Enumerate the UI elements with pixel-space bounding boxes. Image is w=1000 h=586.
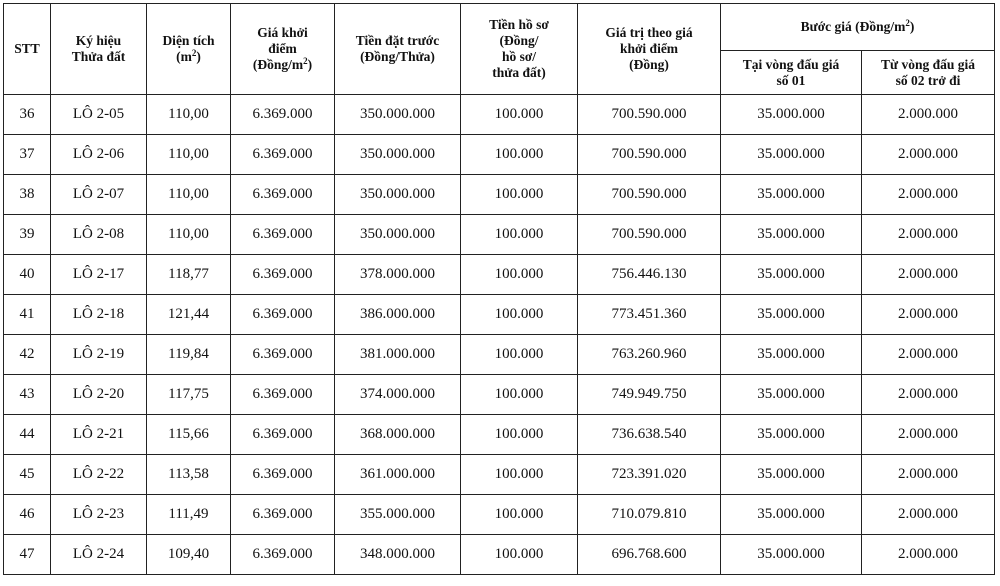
header-tien-ho-so-line1: Tiền hồ sơ (489, 17, 549, 32)
cell-stt: 37 (4, 135, 51, 175)
cell-step1: 35.000.000 (721, 255, 862, 295)
cell-area: 110,00 (147, 95, 231, 135)
header-vong-02-line2: số 02 trở đi (895, 72, 961, 88)
table-row (4, 335, 995, 375)
cell-value: 723.391.020 (578, 455, 721, 495)
cell-area: 111,49 (147, 495, 231, 535)
cell-value: 736.638.540 (578, 415, 721, 455)
header-buoc-gia (721, 4, 995, 51)
cell-step2: 2.000.000 (862, 415, 995, 455)
cell-step1: 35.000.000 (721, 215, 862, 255)
cell-step1: 35.000.000 (721, 175, 862, 215)
cell-area: 109,40 (147, 535, 231, 575)
cell-step2: 2.000.000 (862, 95, 995, 135)
cell-fee: 100.000 (461, 535, 578, 575)
cell-deposit: 348.000.000 (335, 535, 461, 575)
header-gia-tri (578, 4, 721, 95)
header-tien-dat-truoc (335, 4, 461, 95)
cell-lot: LÔ 2-17 (51, 255, 147, 295)
cell-lot: LÔ 2-06 (51, 135, 147, 175)
cell-fee: 100.000 (461, 95, 578, 135)
header-dien-tich (147, 4, 231, 95)
cell-deposit: 350.000.000 (335, 175, 461, 215)
cell-deposit: 355.000.000 (335, 495, 461, 535)
header-tien-ho-so-line3: hồ sơ/ (501, 49, 537, 64)
cell-price: 6.369.000 (231, 455, 335, 495)
cell-price: 6.369.000 (231, 255, 335, 295)
cell-price: 6.369.000 (231, 375, 335, 415)
cell-value: 763.260.960 (578, 335, 721, 375)
cell-step2: 2.000.000 (862, 375, 995, 415)
cell-stt: 40 (4, 255, 51, 295)
header-stt (4, 4, 51, 95)
header-tien-dat-truoc-line2: (Đồng/Thửa) (360, 49, 435, 64)
header-gia-tri-line1: Giá trị theo giá (605, 25, 693, 40)
cell-fee: 100.000 (461, 135, 578, 175)
cell-lot: LÔ 2-05 (51, 95, 147, 135)
cell-deposit: 350.000.000 (335, 215, 461, 255)
cell-deposit: 350.000.000 (335, 95, 461, 135)
cell-deposit: 368.000.000 (335, 415, 461, 455)
cell-fee: 100.000 (461, 455, 578, 495)
cell-stt: 43 (4, 375, 51, 415)
header-gia-khoi-diem-line1: Giá khởi (257, 25, 308, 40)
header-vong-02 (862, 51, 995, 95)
header-tien-ho-so-line4: thửa đất) (492, 65, 546, 80)
cell-value: 700.590.000 (578, 215, 721, 255)
cell-lot: LÔ 2-20 (51, 375, 147, 415)
cell-step1: 35.000.000 (721, 495, 862, 535)
header-buoc-gia-text: Bước giá (Đồng/m (800, 19, 906, 34)
header-dien-tich-unit-close: ) (196, 49, 201, 64)
cell-fee: 100.000 (461, 415, 578, 455)
cell-area: 113,58 (147, 455, 231, 495)
cell-step1: 35.000.000 (721, 335, 862, 375)
table-row (4, 215, 995, 255)
cell-area: 117,75 (147, 375, 231, 415)
cell-stt: 47 (4, 535, 51, 575)
cell-value: 700.590.000 (578, 95, 721, 135)
header-gia-khoi-diem-unit-close: ) (307, 57, 313, 72)
cell-deposit: 381.000.000 (335, 335, 461, 375)
table-row (4, 135, 995, 175)
header-gia-khoi-diem-sup: 2 (303, 56, 308, 66)
header-dien-tich-line2 (149, 49, 228, 65)
header-gia-khoi-diem (231, 4, 335, 95)
cell-value: 710.079.810 (578, 495, 721, 535)
header-tien-ho-so-line2: (Đồng/ (499, 33, 539, 48)
cell-price: 6.369.000 (231, 95, 335, 135)
cell-lot: LÔ 2-24 (51, 535, 147, 575)
cell-step1: 35.000.000 (721, 415, 862, 455)
header-gia-khoi-diem-line3 (233, 57, 332, 73)
cell-value: 773.451.360 (578, 295, 721, 335)
cell-area: 118,77 (147, 255, 231, 295)
cell-fee: 100.000 (461, 255, 578, 295)
table-row (4, 535, 995, 575)
cell-lot: LÔ 2-22 (51, 455, 147, 495)
header-gia-khoi-diem-line2: điểm (268, 41, 297, 56)
table-row (4, 255, 995, 295)
header-buoc-gia-close: ) (909, 19, 915, 34)
auction-price-table (3, 3, 995, 575)
cell-value: 700.590.000 (578, 135, 721, 175)
cell-fee: 100.000 (461, 295, 578, 335)
cell-value: 749.949.750 (578, 375, 721, 415)
cell-fee: 100.000 (461, 175, 578, 215)
table-row (4, 295, 995, 335)
cell-price: 6.369.000 (231, 415, 335, 455)
header-vong-02-line1: Từ vòng đấu giá (881, 56, 976, 72)
header-gia-tri-line3: (Đồng) (629, 57, 669, 72)
cell-step1: 35.000.000 (721, 535, 862, 575)
header-gia-tri-line2: khởi điểm (619, 41, 679, 56)
table-row (4, 375, 995, 415)
cell-step1: 35.000.000 (721, 95, 862, 135)
header-dien-tich-sup: 2 (191, 48, 197, 58)
header-dien-tich-unit-open: (m (176, 49, 192, 64)
header-tien-dat-truoc-line1: Tiền đặt trước (355, 33, 440, 48)
cell-area: 110,00 (147, 175, 231, 215)
header-row-1 (4, 4, 995, 51)
cell-step2: 2.000.000 (862, 215, 995, 255)
cell-lot: LÔ 2-08 (51, 215, 147, 255)
header-ky-hieu-line1: Ký hiệu (75, 33, 122, 48)
cell-value: 696.768.600 (578, 535, 721, 575)
header-dien-tich-line1: Diện tích (162, 33, 215, 48)
cell-fee: 100.000 (461, 335, 578, 375)
cell-price: 6.369.000 (231, 335, 335, 375)
cell-deposit: 350.000.000 (335, 135, 461, 175)
cell-deposit: 386.000.000 (335, 295, 461, 335)
table-row (4, 455, 995, 495)
cell-step2: 2.000.000 (862, 135, 995, 175)
cell-step1: 35.000.000 (721, 135, 862, 175)
cell-stt: 46 (4, 495, 51, 535)
cell-step1: 35.000.000 (721, 375, 862, 415)
cell-stt: 45 (4, 455, 51, 495)
cell-fee: 100.000 (461, 215, 578, 255)
cell-lot: LÔ 2-18 (51, 295, 147, 335)
cell-deposit: 361.000.000 (335, 455, 461, 495)
cell-fee: 100.000 (461, 495, 578, 535)
cell-step2: 2.000.000 (862, 335, 995, 375)
cell-fee: 100.000 (461, 375, 578, 415)
cell-stt: 36 (4, 95, 51, 135)
cell-area: 121,44 (147, 295, 231, 335)
cell-step2: 2.000.000 (862, 535, 995, 575)
cell-lot: LÔ 2-23 (51, 495, 147, 535)
cell-lot: LÔ 2-21 (51, 415, 147, 455)
cell-price: 6.369.000 (231, 495, 335, 535)
cell-step2: 2.000.000 (862, 495, 995, 535)
cell-value: 700.590.000 (578, 175, 721, 215)
cell-step2: 2.000.000 (862, 255, 995, 295)
cell-price: 6.369.000 (231, 215, 335, 255)
cell-stt: 44 (4, 415, 51, 455)
cell-deposit: 378.000.000 (335, 255, 461, 295)
cell-area: 119,84 (147, 335, 231, 375)
header-ky-hieu-line2: Thửa đất (71, 49, 126, 64)
cell-stt: 42 (4, 335, 51, 375)
cell-value: 756.446.130 (578, 255, 721, 295)
cell-lot: LÔ 2-07 (51, 175, 147, 215)
cell-step1: 35.000.000 (721, 455, 862, 495)
cell-area: 110,00 (147, 135, 231, 175)
header-buoc-gia-sup: 2 (905, 18, 910, 28)
cell-deposit: 374.000.000 (335, 375, 461, 415)
cell-price: 6.369.000 (231, 295, 335, 335)
cell-price: 6.369.000 (231, 135, 335, 175)
header-vong-01 (721, 51, 862, 95)
header-vong-01-line1: Tại vòng đấu giá (742, 56, 840, 72)
cell-step2: 2.000.000 (862, 455, 995, 495)
cell-stt: 38 (4, 175, 51, 215)
cell-step2: 2.000.000 (862, 175, 995, 215)
cell-price: 6.369.000 (231, 535, 335, 575)
header-ky-hieu (51, 4, 147, 95)
header-tien-ho-so (461, 4, 578, 95)
cell-stt: 41 (4, 295, 51, 335)
cell-step1: 35.000.000 (721, 295, 862, 335)
table-row (4, 495, 995, 535)
table-row (4, 415, 995, 455)
cell-step2: 2.000.000 (862, 295, 995, 335)
header-vong-01-line2: số 01 (776, 72, 806, 88)
table-row (4, 95, 995, 135)
table-row (4, 175, 995, 215)
header-stt-text: STT (14, 41, 40, 56)
cell-area: 115,66 (147, 415, 231, 455)
cell-area: 110,00 (147, 215, 231, 255)
cell-price: 6.369.000 (231, 175, 335, 215)
header-gia-khoi-diem-unit-open: (Đồng/m (252, 57, 304, 72)
cell-stt: 39 (4, 215, 51, 255)
cell-lot: LÔ 2-19 (51, 335, 147, 375)
